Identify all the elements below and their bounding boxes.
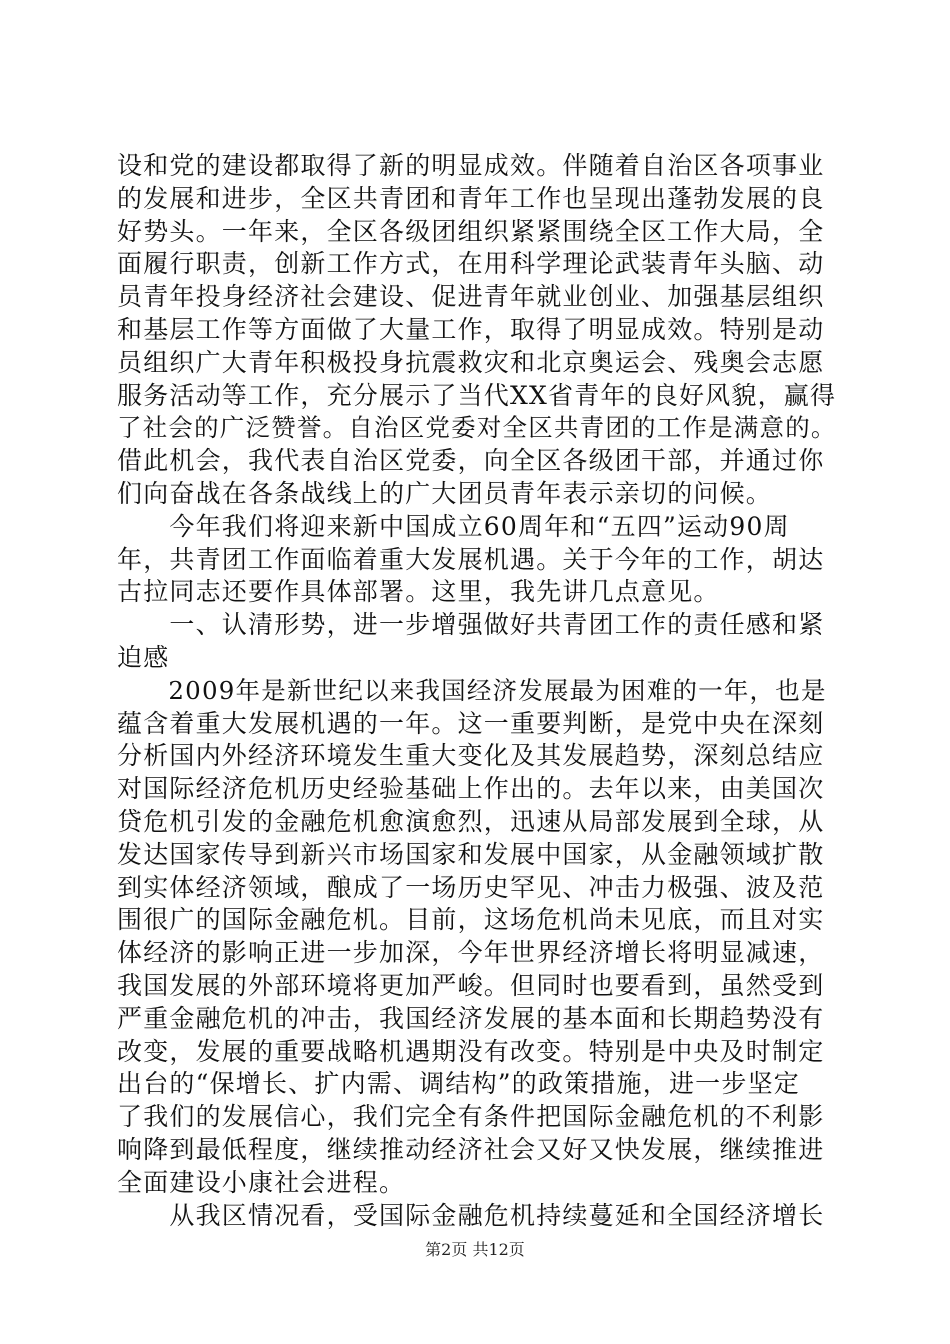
text-line: 员青年投身经济社会建设、促进青年就业创业、加强基层组织 <box>117 282 825 312</box>
text-line: 从我区情况看，受国际金融危机持续蔓延和全国经济增长 <box>117 1200 825 1230</box>
document-body <box>117 150 837 1232</box>
text-line: 2009年是新世纪以来我国经济发展最为困难的一年，也是 <box>117 675 827 705</box>
text-line: 和基层工作等方面做了大量工作，取得了明显成效。特别是动 <box>117 314 825 344</box>
text-line: 服务活动等工作，充分展示了当代XX省青年的良好风貌，赢得 <box>117 380 837 410</box>
text-line: 古拉同志还要作具体部署。这里，我先讲几点意见。 <box>117 577 720 607</box>
text-line: 了社会的广泛赞誉。自治区党委对全区共青团的工作是满意的。 <box>117 413 837 443</box>
text-line: 们向奋战在各条战线上的广大团员青年表示亲切的问候。 <box>117 478 773 508</box>
text-line: 面履行职责，创新工作方式，在用科学理论武装青年头脑、动 <box>117 249 825 279</box>
text-line: 借此机会，我代表自治区党委，向全区各级团干部，并通过你 <box>117 446 825 476</box>
text-line: 严重金融危机的冲击，我国经济发展的基本面和长期趋势没有 <box>117 1003 825 1033</box>
text-line: 了我们的发展信心，我们完全有条件把国际金融危机的不利影 <box>117 1102 825 1132</box>
text-line: 贷危机引发的金融危机愈演愈烈，迅速从局部发展到全球，从 <box>117 806 825 836</box>
text-line: 蕴含着重大发展机遇的一年。这一重要判断，是党中央在深刻 <box>117 708 825 738</box>
text-line: 出台的“保增长、扩内需、调结构”的政策措施，进一步坚定 <box>117 1069 800 1099</box>
text-line: 我国发展的外部环境将更加严峻。但同时也要看到，虽然受到 <box>117 970 825 1000</box>
text-line: 响降到最低程度，继续推动经济社会又好又快发展，继续推进 <box>117 1134 825 1164</box>
text-line: 对国际经济危机历史经验基础上作出的。去年以来，由美国次 <box>117 774 825 804</box>
text-line: 体经济的影响正进一步加深，今年世界经济增长将明显减速， <box>117 938 825 968</box>
text-line: 发达国家传导到新兴市场国家和发展中国家，从金融领域扩散 <box>117 839 825 869</box>
text-line: 围很广的国际金融危机。目前，这场危机尚未见底，而且对实 <box>117 905 825 935</box>
text-line: 的发展和进步，全区共青团和青年工作也呈现出蓬勃发展的良 <box>117 183 825 213</box>
text-line: 好势头。一年来，全区各级团组织紧紧围绕全区工作大局，全 <box>117 216 825 246</box>
text-line: 今年我们将迎来新中国成立60周年和“五四”运动90周 <box>117 511 790 541</box>
text-line: 一、认清形势，进一步增强做好共青团工作的责任感和紧 <box>117 610 825 640</box>
text-line: 到实体经济领域，酿成了一场历史罕见、冲击力极强、波及范 <box>117 872 825 902</box>
text-line: 迫感 <box>117 642 170 672</box>
text-line: 改变，发展的重要战略机遇期没有改变。特别是中央及时制定 <box>117 1036 825 1066</box>
text-line: 员组织广大青年积极投身抗震救灾和北京奥运会、残奥会志愿 <box>117 347 825 377</box>
text-line: 年，共青团工作面临着重大发展机遇。关于今年的工作，胡达 <box>117 544 825 574</box>
page-footer: 第2页 共12页 <box>425 1240 525 1259</box>
text-line: 分析国内外经济环境发生重大变化及其发展趋势，深刻总结应 <box>117 741 825 771</box>
text-line: 设和党的建设都取得了新的明显成效。伴随着自治区各项事业 <box>117 151 825 180</box>
text-line: 全面建设小康社会进程。 <box>117 1167 406 1197</box>
